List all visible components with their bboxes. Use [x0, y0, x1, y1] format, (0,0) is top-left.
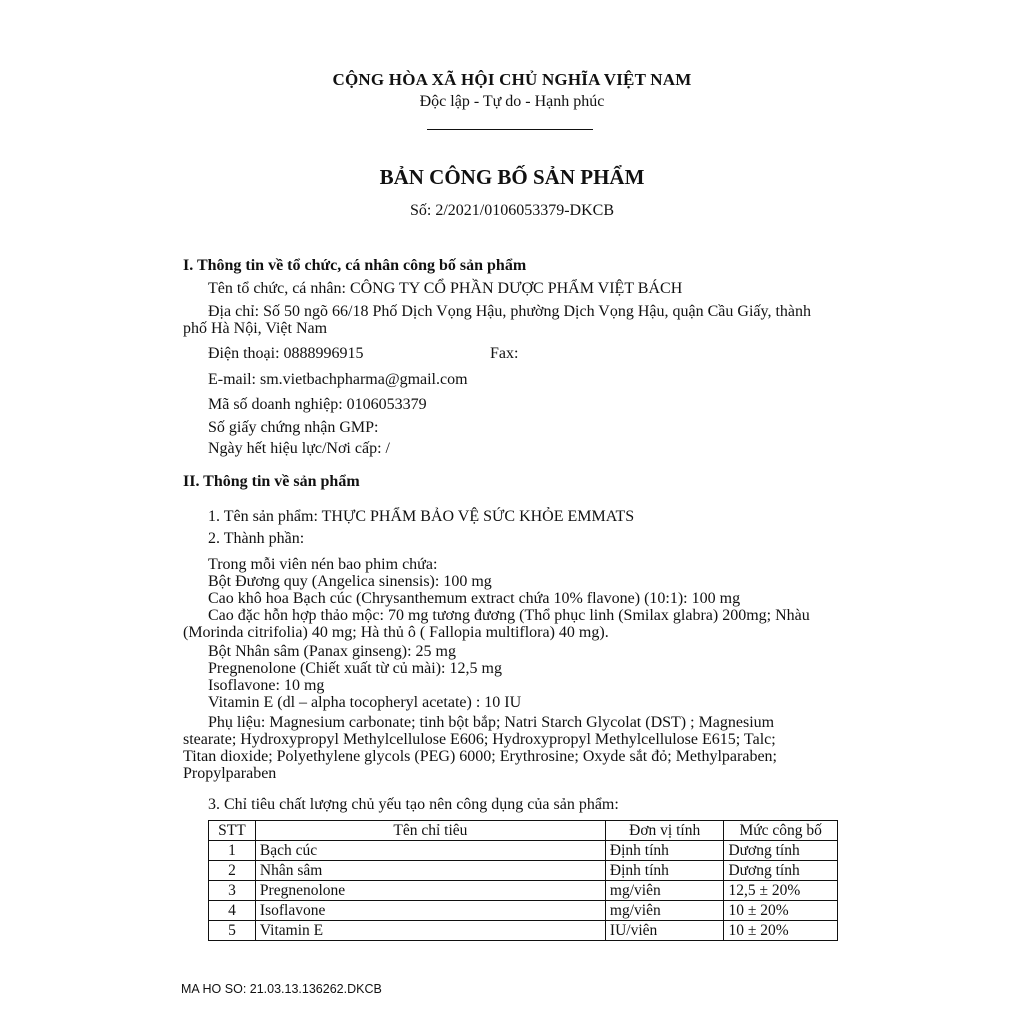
- org-email: E-mail: sm.vietbachpharma@gmail.com: [208, 371, 468, 388]
- org-fax: Fax:: [490, 345, 519, 362]
- quality-table: [208, 820, 838, 941]
- herbal-mix-line2: (Morinda citrifolia) 40 mg; Hà thủ ô ( Fallopia multiflora) 40 mg).: [183, 624, 609, 641]
- org-name: Tên tổ chức, cá nhân: CÔNG TY CỔ PHẦN DƯỢC PHẨM VIỆT BÁCH: [208, 280, 683, 297]
- table-cell: Định tính: [605, 841, 724, 861]
- section1-heading: I. Thông tin về tổ chức, cá nhân công bố sản phẩm: [183, 257, 527, 274]
- table-cell: 3: [209, 881, 256, 901]
- table-cell: 1: [209, 841, 256, 861]
- table-row: [209, 901, 838, 921]
- herbal-mix-line1: Cao đặc hỗn hợp thảo mộc: 70 mg tương đương (Thổ phục linh (Smilax glabra) 200mg; Nhàu: [208, 607, 810, 624]
- table-row: [209, 921, 838, 941]
- composition-block: [208, 556, 740, 607]
- excipients: [183, 714, 843, 782]
- table-header-cell: Đơn vị tính: [605, 821, 724, 841]
- table-cell: IU/viên: [605, 921, 724, 941]
- section2-heading: II. Thông tin về sản phẩm: [183, 473, 360, 490]
- table-header-row: [209, 821, 838, 841]
- composition-line: Isoflavone: 10 mg: [208, 677, 325, 694]
- table-header-cell: Mức công bố: [724, 821, 838, 841]
- org-address-line2: phố Hà Nội, Việt Nam: [183, 320, 328, 337]
- table-cell: 10 ± 20%: [724, 921, 838, 941]
- table-cell: 2: [209, 861, 256, 881]
- quality-label: 3. Chỉ tiêu chất lượng chủ yếu tạo nên công dụng của sản phẩm:: [208, 796, 619, 813]
- composition-label: 2. Thành phần:: [208, 530, 305, 547]
- composition-more: [208, 643, 521, 711]
- table-row: [209, 881, 838, 901]
- org-phone: Điện thoại: 0888996915: [208, 345, 364, 362]
- table-cell: 5: [209, 921, 256, 941]
- document-title: BẢN CÔNG BỐ SẢN PHẨM: [379, 165, 645, 189]
- org-business-code: Mã số doanh nghiệp: 0106053379: [208, 396, 427, 413]
- table-cell: Pregnenolone: [255, 881, 605, 901]
- table-cell: Vitamin E: [255, 921, 605, 941]
- composition-line: Bột Nhân sâm (Panax ginseng): 25 mg: [208, 643, 456, 660]
- table-cell: Định tính: [605, 861, 724, 881]
- herbal-mix: [183, 607, 843, 641]
- table-cell: 12,5 ± 20%: [724, 881, 838, 901]
- table-cell: 10 ± 20%: [724, 901, 838, 921]
- excipients-line4: Propylparaben: [183, 765, 277, 782]
- table-row: [209, 841, 838, 861]
- document-number: Số: 2/2021/0106053379-DKCB: [409, 202, 614, 219]
- org-expiry: Ngày hết hiệu lực/Nơi cấp: /: [208, 440, 390, 457]
- composition-line: Cao khô hoa Bạch cúc (Chrysanthemum extract chứa 10% flavone) (10:1): 100 mg: [208, 590, 741, 607]
- composition-line: Trong mỗi viên nén bao phim chứa:: [208, 556, 438, 573]
- org-gmp: Số giấy chứng nhận GMP:: [208, 419, 379, 436]
- composition-line: Pregnenolone (Chiết xuất từ củ mài): 12,5 mg: [208, 660, 502, 677]
- table-cell: Bạch cúc: [255, 841, 605, 861]
- dossier-code: MA HO SO: 21.03.13.136262.DKCB: [181, 982, 382, 996]
- excipients-line1: Phụ liệu: Magnesium carbonate; tinh bột bắp; Natri Starch Glycolat (DST) ; Magnesium: [208, 714, 775, 731]
- table-cell: Nhân sâm: [255, 861, 605, 881]
- table-cell: Dương tính: [724, 861, 838, 881]
- national-motto: Độc lập - Tự do - Hạnh phúc: [419, 93, 605, 110]
- national-title: CỘNG HÒA XÃ HỘI CHỦ NGHĨA VIỆT NAM: [332, 70, 692, 89]
- table-cell: 4: [209, 901, 256, 921]
- table-header-cell: STT: [209, 821, 256, 841]
- composition-line: Vitamin E (dl – alpha tocopheryl acetate) : 10 IU: [208, 694, 522, 711]
- table-row: [209, 861, 838, 881]
- product-name: 1. Tên sản phẩm: THỰC PHẨM BẢO VỆ SỨC KHỎE EMMATS: [208, 508, 635, 525]
- excipients-line3: Titan dioxide; Polyethylene glycols (PEG) 6000; Erythrosine; Oxyde sắt đỏ; Methylparaben;: [183, 748, 777, 765]
- table-cell: Dương tính: [724, 841, 838, 861]
- table-header-cell: Tên chỉ tiêu: [255, 821, 605, 841]
- table-cell: mg/viên: [605, 901, 724, 921]
- header-divider: [427, 129, 593, 130]
- org-address: [183, 303, 843, 337]
- org-address-line1: Địa chỉ: Số 50 ngõ 66/18 Phố Dịch Vọng Hậu, phường Dịch Vọng Hậu, quận Cầu Giấy, thành: [208, 303, 811, 320]
- table-cell: mg/viên: [605, 881, 724, 901]
- composition-line: Bột Đương quy (Angelica sinensis): 100 mg: [208, 573, 492, 590]
- excipients-line2: stearate; Hydroxypropyl Methylcellulose E606; Hydroxypropyl Methylcellulose E615; Talc;: [183, 731, 776, 748]
- table-cell: Isoflavone: [255, 901, 605, 921]
